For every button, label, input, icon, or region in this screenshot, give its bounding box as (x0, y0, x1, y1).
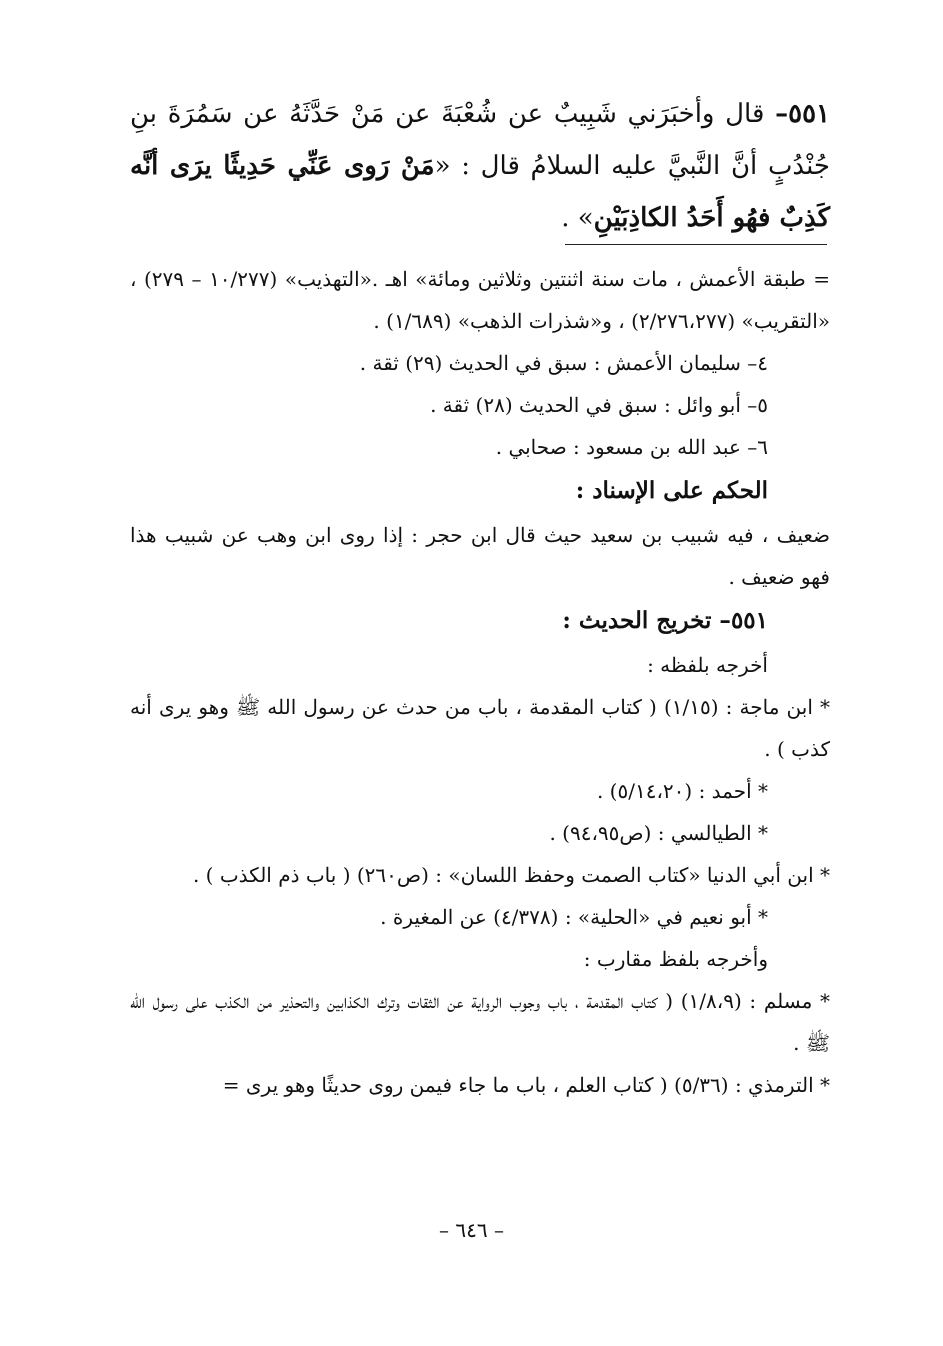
narrator-item: ٥– أبو وائل : سبق في الحديث (٢٨) ثقة . (430, 393, 768, 417)
source-item: * أبو نعيم في «الحلية» : (٤/٣٧٨) عن المغيرة . (380, 905, 768, 929)
near-wording-label: وأخرجه بلفظ مقارب : (583, 947, 768, 971)
source-item: * ابن ماجة : (١/١٥) ( كتاب المقدمة ، باب من حدث عن رسول الله ﷺ وهو يرى أنه كذب ) . (130, 695, 830, 761)
source-item: * الطيالسي : (ص٩٤،٩٥) . (549, 821, 768, 845)
source-item: * ابن أبي الدنيا «كتاب الصمت وحفظ اللسان» : (ص٢٦٠) ( باب ذم الكذب ) . (192, 863, 830, 887)
hadith-chain: قال وأخبَرَني شَبِيبٌ عن شُعْبَةَ عن مَنْ حَدَّثَهُ عن سَمُرَةَ بنِ جُنْدُبٍ أنَّ النَّبيَّ عليه السلامُ قال : « (130, 99, 830, 181)
source-item: * الترمذي : (٥/٣٦) ( كتاب العلم ، باب ما جاء فيمن روى حديثًا وهو يرى = (222, 1073, 830, 1097)
hadith-text (130, 88, 830, 244)
narrator-item: ٤– سليمان الأعمش : سبق في الحديث (٢٩) ثقة . (359, 351, 768, 375)
narrator-item: ٦– عبد الله بن مسعود : صحابي . (495, 435, 768, 459)
source-item: * مسلم : (١/٨،٩) ( كتاب المقدمة ، باب وجوب الرواية عن الثقات وترك الكذابين والتحذير من الكذب على رسول الله ﷺ . (130, 989, 830, 1055)
source-item: * أحمد : (٥/١٤،٢٠) . (596, 779, 768, 803)
page-number: – ٦٤٦ – (439, 1218, 504, 1242)
footnote-continuation: = طبقة الأعمش ، مات سنة اثنتين وثلاثين ومائة» اهـ .«التهذيب» (١٠/٢٧٧ – ٢٧٩) ، «التقريب» (٢/٢٧٦،٢٧٧) ، و«شذرات الذهب» (١/٦٨٩) . (130, 267, 830, 333)
hadith-close: » . (561, 203, 594, 233)
isnad-text: ضعيف ، فيه شبيب بن سعيد حيث قال ابن حجر : إذا روى ابن وهب عن شبيب هذا فهو ضعيف . (130, 523, 830, 589)
takhrij-heading: ٥٥١– تخريج الحديث : (562, 607, 768, 634)
footnote-divider (565, 244, 827, 245)
exact-wording-label: أخرجه بلفظه : (647, 653, 768, 677)
hadith-number: ٥٥١– (775, 99, 831, 129)
hadith-matn: مَنْ رَوى عَنِّي حَدِيثًا يرَى أنَّه كَذِبٌ فهُو أَحَدُ الكاذِبَيْنِ (130, 151, 830, 233)
isnad-heading: الحكم على الإسناد : (575, 477, 768, 504)
footnotes-section (130, 258, 830, 1106)
